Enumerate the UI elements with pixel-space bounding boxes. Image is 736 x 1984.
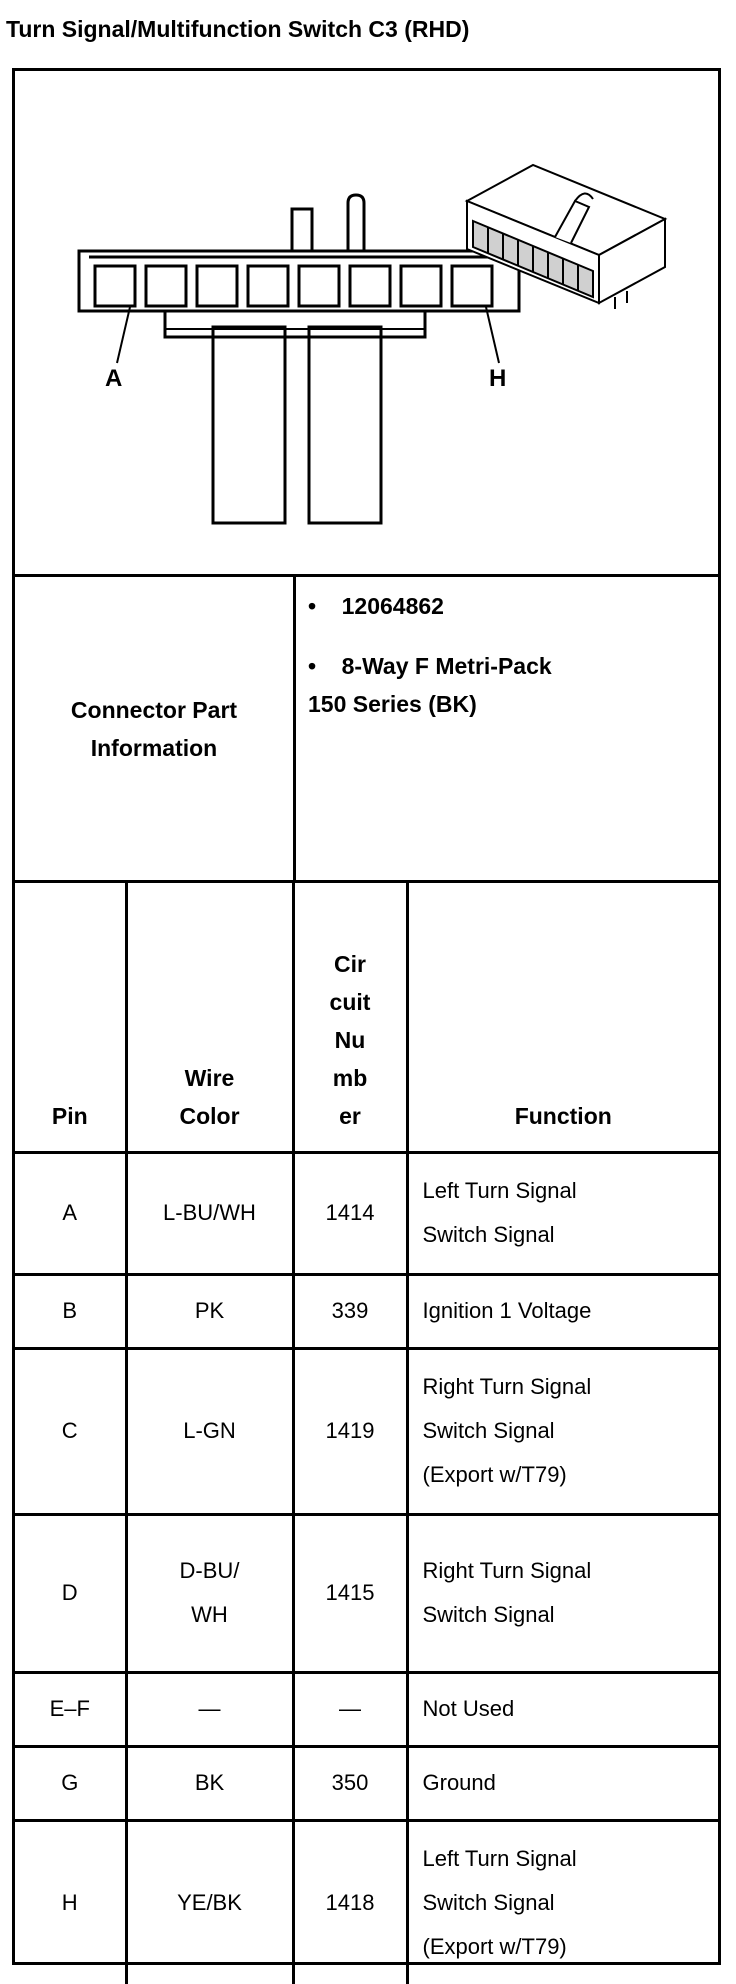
header-line: Cir xyxy=(334,950,366,977)
pin-cavity xyxy=(401,266,441,306)
connector-description-line: 150 Series (BK) xyxy=(308,691,477,717)
bullet-glyph: • xyxy=(308,653,317,679)
cell-wire-color: YE/BK xyxy=(126,1820,293,1984)
cable-boot-left xyxy=(213,327,285,523)
pin-cavity xyxy=(197,266,237,306)
bullet-glyph: • xyxy=(308,593,317,619)
header-wire-color xyxy=(126,883,293,1152)
header-function: Function xyxy=(407,883,718,1152)
pin-cavities xyxy=(95,266,492,306)
table-header-row xyxy=(15,883,718,1152)
pin-label-a: A xyxy=(105,365,123,392)
connector-document xyxy=(12,68,721,1965)
cell-circuit: 1418 xyxy=(293,1820,407,1984)
pin-cavity xyxy=(350,266,390,306)
function-line: Right Turn Signal xyxy=(422,1558,592,1583)
connector-drawing xyxy=(15,71,718,574)
function-line: Ground xyxy=(422,1770,496,1795)
pin-cavity xyxy=(299,266,339,306)
table-row xyxy=(15,1820,718,1984)
cell-circuit: — xyxy=(293,1672,407,1746)
connector-description-line: 8-Way F Metri-Pack xyxy=(341,653,552,679)
function-line: Not Used xyxy=(422,1696,515,1721)
cell-circuit: 350 xyxy=(293,1746,407,1820)
header-line: Color xyxy=(179,1102,240,1129)
table-row xyxy=(15,1152,718,1274)
connector-info-label xyxy=(15,577,296,880)
connector-lock-tab xyxy=(348,195,364,251)
table-row xyxy=(15,1746,718,1820)
function-line: Switch Signal xyxy=(422,1418,555,1443)
function-line: Switch Signal xyxy=(422,1889,555,1915)
function-line: Left Turn Signal xyxy=(422,1845,577,1871)
connector-part-information xyxy=(15,577,718,883)
cell-circuit: 1415 xyxy=(293,1514,407,1672)
function-line: Switch Signal xyxy=(422,1602,555,1627)
part-number xyxy=(308,587,444,625)
function-line: (Export w/T79) xyxy=(422,1462,567,1487)
function-line: Right Turn Signal xyxy=(422,1374,592,1399)
header-line: er xyxy=(339,1102,361,1129)
part-number-value: 12064862 xyxy=(341,593,444,619)
connector-latch-tab xyxy=(292,209,312,251)
cell-wire-color: — xyxy=(126,1672,293,1746)
header-line: cuit xyxy=(329,988,371,1015)
cell-function xyxy=(407,1514,718,1672)
connector-diagram xyxy=(15,71,718,577)
cell-wire-color: PK xyxy=(126,1274,293,1348)
connector-isometric-thumbnail xyxy=(467,165,665,309)
cell-function xyxy=(407,1152,718,1274)
header-line: Nu xyxy=(334,1026,366,1053)
cable-boot-right xyxy=(309,327,381,523)
cell-function xyxy=(407,1274,718,1348)
header-pin: Pin xyxy=(15,883,126,1152)
cell-wire-color: L-BU/WH xyxy=(126,1152,293,1274)
connector-info-label-line: Connector Part xyxy=(70,696,238,723)
pinout-table xyxy=(15,883,718,1984)
cell-circuit: 1419 xyxy=(293,1348,407,1514)
cell-pin: E–F xyxy=(15,1672,126,1746)
pin-cavity xyxy=(146,266,186,306)
wire-color-line: D-BU/ xyxy=(179,1558,240,1583)
table-row xyxy=(15,1348,718,1514)
wire-color-line: WH xyxy=(191,1602,228,1627)
connector-description xyxy=(308,647,552,723)
cell-pin: D xyxy=(15,1514,126,1672)
cell-pin: H xyxy=(15,1820,126,1984)
header-line: Wire xyxy=(184,1064,235,1091)
header-circuit-number xyxy=(293,883,407,1152)
cell-wire-color: BK xyxy=(126,1746,293,1820)
cell-wire-color: L-GN xyxy=(126,1348,293,1514)
cell-circuit: 339 xyxy=(293,1274,407,1348)
cell-pin: B xyxy=(15,1274,126,1348)
function-line: Left Turn Signal xyxy=(422,1178,577,1203)
cell-pin: A xyxy=(15,1152,126,1274)
cell-function xyxy=(407,1348,718,1514)
table-row xyxy=(15,1274,718,1348)
cell-pin: C xyxy=(15,1348,126,1514)
cell-pin: G xyxy=(15,1746,126,1820)
pin-cavity xyxy=(95,266,135,306)
function-line: Switch Signal xyxy=(422,1222,555,1247)
pin-label-h: H xyxy=(489,365,507,392)
page-title: Turn Signal/Multifunction Switch C3 (RHD) xyxy=(6,16,470,42)
header-line: mb xyxy=(332,1064,368,1091)
connector-info-values xyxy=(296,577,718,880)
connector-info-label-line: Information xyxy=(90,734,218,761)
table-row xyxy=(15,1672,718,1746)
cell-circuit: 1414 xyxy=(293,1152,407,1274)
pin-cavity xyxy=(248,266,288,306)
table-row xyxy=(15,1514,718,1672)
function-line: Ignition 1 Voltage xyxy=(422,1298,592,1323)
pin-cavity xyxy=(452,266,492,306)
function-line: (Export w/T79) xyxy=(422,1933,567,1959)
cell-function xyxy=(407,1746,718,1820)
cell-function xyxy=(407,1820,718,1984)
cell-wire-color xyxy=(126,1514,293,1672)
cell-function xyxy=(407,1672,718,1746)
